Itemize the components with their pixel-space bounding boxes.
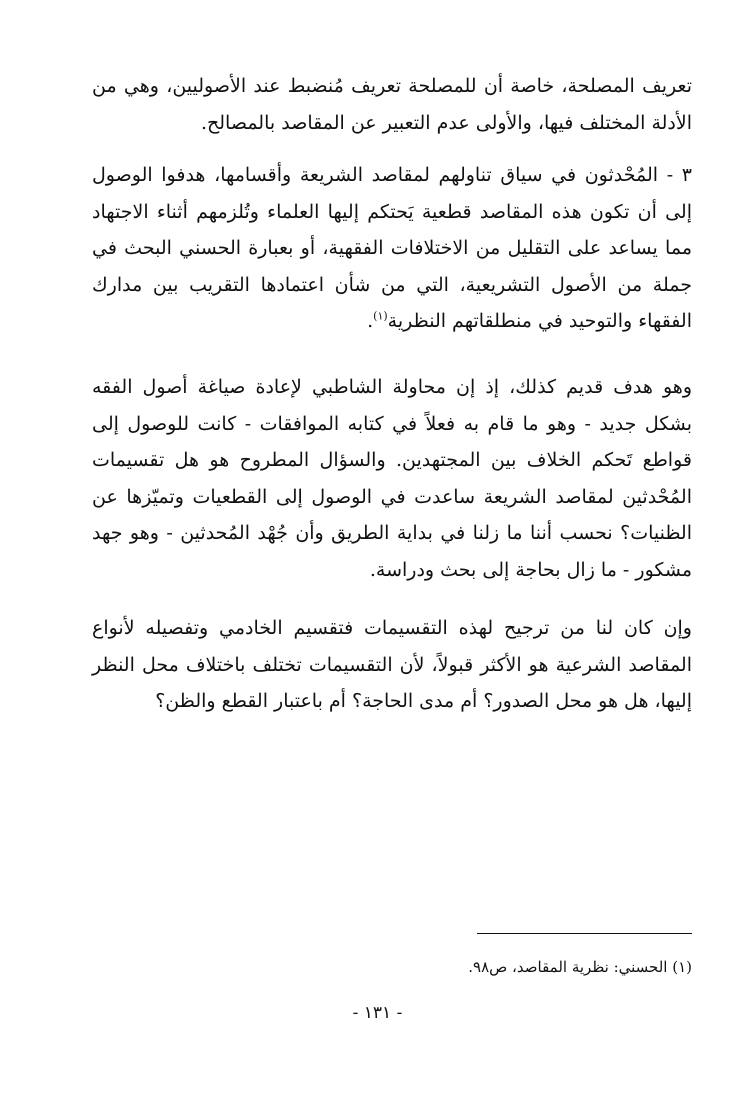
footnote-1: (١) الحسني: نظرية المقاصد، ص٩٨. — [468, 958, 692, 976]
paragraph-4-text: وإن كان لنا من ترجيح لهذه التقسيمات فتقسيم الخادمي وتفصيله لأنواع المقاصد الشرعية هو الأكثر قبولاً، لأن التقسيمات تختلف باختلاف محل النظر إليها، هل هو محل الصدور؟ أم مدى الحاجة؟ أم باعتبار القطع والظن؟ — [92, 617, 692, 712]
page-number: - ١٣١ - — [352, 1003, 403, 1023]
paragraph-3-text: وهو هدف قديم كذلك، إذ إن محاولة الشاطبي لإعادة صياغة أصول الفقه بشكل جديد - وهو ما قام به فعلاً في كتابه الموافقات - كانت للوصول إلى قواطع تَحكم الخلاف بين المجتهدين. والسؤال المطروح هو هل تقسيمات المُحْدثين لمقاصد الشريعة ساعدت في الوصول إلى القطعيات وتميّزها عن الظنيات؟ نحسب أننا ما زلنا في بداية الطريق وأن جُهْد المُحدثين - وهو جهد مشكور - ما زال بحاجة إلى بحث ودراسة. — [92, 376, 692, 581]
footnote-reference: (١) — [373, 309, 388, 323]
paragraph-1-text: تعريف المصلحة، خاصة أن للمصلحة تعريف مُنضبط عند الأصوليين، وهي من الأدلة المختلف فيها، والأولى عدم التعبير عن المقاصد بالمصالح. — [92, 75, 692, 134]
paragraph-3 — [92, 369, 692, 588]
paragraph-1 — [92, 68, 692, 141]
paragraph-4 — [92, 610, 692, 720]
paragraph-2-end: . — [367, 310, 374, 332]
footnote-separator — [477, 933, 692, 934]
paragraph-2-text: ٣ - المُحْدثون في سياق تناولهم لمقاصد الشريعة وأقسامها، هدفوا الوصول إلى أن تكون هذه المقاصد قطعية يَحتكم إليها العلماء وتُلزمهم أثناء الاجتهاد مما يساعد على التقليل من الاختلافات الفقهية، أو بعبارة الحسني البحث في جملة من الأصول التشريعية، التي من شأن اعتمادها التقريب بين مدارك الفقهاء والتوحيد في منطلقاتهم النظرية — [92, 164, 692, 332]
paragraph-2 — [92, 157, 692, 340]
